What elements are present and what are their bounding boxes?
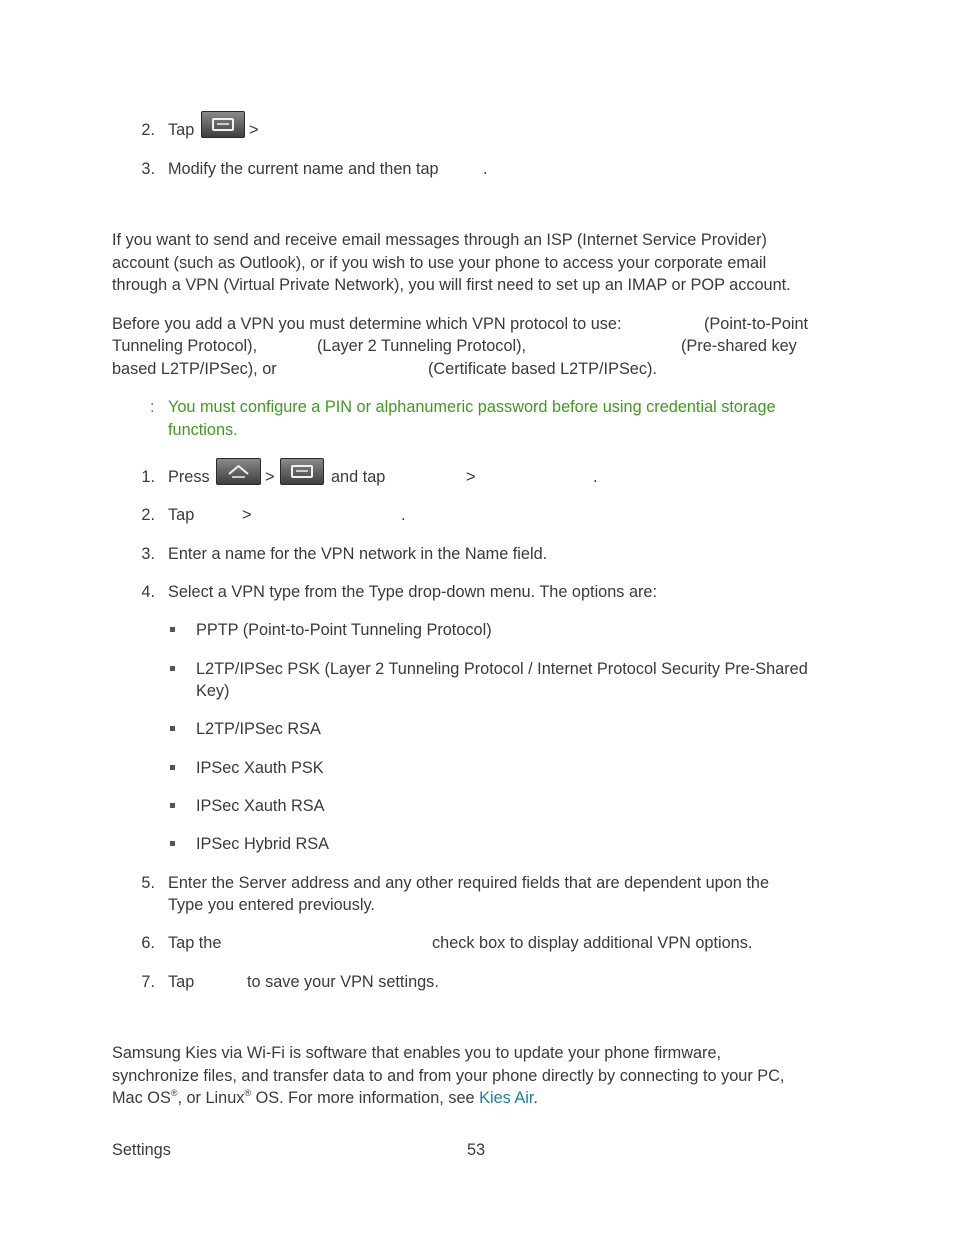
step-separator: > — [265, 468, 275, 486]
bullet — [170, 841, 175, 846]
step-number: 7. — [141, 973, 155, 991]
step-text: . — [593, 468, 598, 486]
step-text: . — [483, 160, 488, 178]
registered-mark: ® — [170, 1088, 178, 1098]
home-key-icon — [216, 458, 261, 485]
kies-text: , or Linux — [177, 1089, 245, 1107]
list-item: Key) — [196, 682, 230, 700]
list-item: L2TP/IPSec RSA — [196, 720, 321, 738]
step-separator: > — [242, 506, 252, 524]
bullet — [170, 803, 175, 808]
step-separator: > — [466, 468, 476, 486]
intro-text: through a VPN (Virtual Private Network), you will first need to set up an IMAP or POP account. — [112, 276, 791, 294]
protocol-text: (Layer 2 Tunneling Protocol), — [317, 337, 527, 355]
protocol-text: Before you add a VPN you must determine which VPN protocol to use: — [112, 315, 622, 333]
list-item: L2TP/IPSec PSK (Layer 2 Tunneling Protocol / Internet Protocol Security Pre-Shared — [196, 660, 808, 678]
kies-text-line — [112, 1087, 538, 1110]
step-text: Press — [168, 468, 210, 486]
kies-text: Samsung Kies via Wi-Fi is software that enables you to update your phone firmware, — [112, 1044, 722, 1062]
step-text: Tap the — [168, 934, 222, 952]
kies-text: OS. For more information, see — [251, 1089, 480, 1107]
bullet — [170, 666, 175, 671]
note-colon: : — [150, 398, 155, 416]
step-text: Select a VPN type from the Type drop-down menu. The options are: — [168, 583, 658, 601]
bullet — [170, 627, 175, 632]
kies-text: . — [533, 1089, 538, 1107]
menu-key-icon — [280, 458, 324, 485]
step-text: Enter the Server address and any other required fields that are dependent upon the — [168, 874, 769, 892]
step-text: . — [401, 506, 406, 524]
step-number: 5. — [141, 874, 155, 892]
kies-air-link[interactable]: Kies Air — [479, 1089, 534, 1107]
bullet — [170, 765, 175, 770]
list-item: IPSec Xauth PSK — [196, 759, 324, 777]
bullet — [170, 726, 175, 731]
step-number: 2. — [141, 506, 155, 524]
list-item: PPTP (Point-to-Point Tunneling Protocol) — [196, 621, 492, 639]
step-number: 3. — [141, 160, 155, 178]
note-text: functions. — [168, 421, 238, 439]
step-number: 2. — [141, 121, 155, 139]
footer-section: Settings — [112, 1141, 171, 1159]
registered-mark: ® — [244, 1088, 252, 1098]
step-separator: > — [249, 121, 259, 139]
step-text: Tap — [168, 973, 195, 991]
protocol-text: (Pre-shared key — [681, 337, 797, 355]
list-item: IPSec Hybrid RSA — [196, 835, 330, 853]
protocol-text: based L2TP/IPSec), or — [112, 360, 277, 378]
step-text: Enter a name for the VPN network in the Name field. — [168, 545, 548, 563]
step-text: and tap — [331, 468, 386, 486]
step-number: 4. — [141, 583, 155, 601]
step-number: 6. — [141, 934, 155, 952]
step-number: 3. — [141, 545, 155, 563]
protocol-text: (Point-to-Point — [704, 315, 809, 333]
step-number: 1. — [141, 468, 155, 486]
step-text: to save your VPN settings. — [247, 973, 439, 991]
intro-text: account (such as Outlook), or if you wish to use your phone to access your corporate email — [112, 254, 767, 272]
intro-text: If you want to send and receive email messages through an ISP (Internet Service Provider) — [112, 231, 767, 249]
note-text: You must configure a PIN or alphanumeric password before using credential storage — [168, 398, 776, 416]
list-item: IPSec Xauth RSA — [196, 797, 325, 815]
step-text: Type you entered previously. — [168, 896, 375, 914]
step-text: check box to display additional VPN options. — [432, 934, 753, 952]
protocol-text: Tunneling Protocol), — [112, 337, 258, 355]
step-text: Tap — [168, 121, 195, 139]
protocol-text: (Certificate based L2TP/IPSec). — [428, 360, 657, 378]
step-text: Modify the current name and then tap — [168, 160, 439, 178]
kies-text: Mac OS — [112, 1089, 171, 1107]
step-text: Tap — [168, 506, 195, 524]
page-number: 53 — [467, 1141, 486, 1159]
kies-text: synchronize files, and transfer data to and from your phone directly by connecting to your PC, — [112, 1067, 785, 1085]
menu-key-icon — [201, 111, 245, 138]
